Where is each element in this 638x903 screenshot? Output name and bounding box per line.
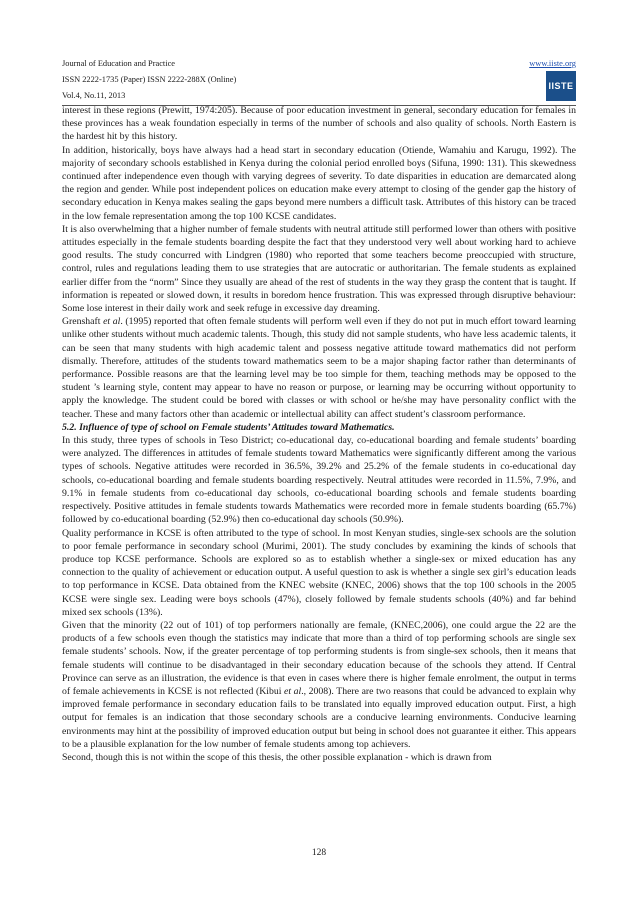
- paragraph-minority-performers: [62, 619, 576, 751]
- paragraph-grenshaft: [62, 315, 576, 421]
- text-run: Given that the minority (22 out of 101) of top performers nationally are female, (KNEC,2006), one could argue the 22 are the products of a few schools even though the statistics may indicate that more than a third of top performing schools are single sex female students’ schools. Now, if the greater percentage of top performing students is from single-sex schools, then it means that female students will continue to be disadvantaged in their secondary education because of the schools they attend. If Central Province can serve as an illustration, the evidence is that even in cases where there is higher female enrolment, the output in terms of female achievements in KCSE is not reflected (Kibui: [62, 619, 576, 697]
- paragraph-quality-performance: Quality performance in KCSE is often attributed to the type of school. In most Kenyan studies, single-sex schools are the solution to poor female performance in secondary school (Murimi, 2001). The study concludes by examining the kinds of schools that produce top KCSE performance. Schools are explored so as to establish whether a single-sex or mixed education has any connection to the quality of achievement or education output. A useful question to ask is whether a single sex girl’s education leads to top performance in KCSE. Data obtained from the KNEC website (KNEC, 2006) shows that the top 100 schools in the 2005 KCSE were single sex. Leading were boys schools (47%), closely followed by female students schools (40%) and far behind mixed sex schools (13%).: [62, 527, 576, 618]
- journal-title: Journal of Education and Practice: [62, 59, 176, 68]
- page-body: [62, 104, 576, 764]
- text-run: Grenshaft: [62, 316, 104, 328]
- paragraph-regional-history: interest in these regions (Prewitt, 1974:205). Because of poor education investment in general, secondary education for females in these provinces has a weak foundation especially in terms of the number of schools and also quality of schools. North Eastern is the hardest hit by this history.: [62, 105, 576, 143]
- logo-text: IISTE: [548, 81, 574, 91]
- citation-etal: et al: [103, 316, 121, 328]
- paragraph-historical-head-start: In addition, historically, boys have always had a head start in secondary education (Otiende, Wamahiu and Karugu, 1992). The majority of secondary schools established in Kenya during the colonial period enrolled boys (Sifuna, 1990: 131). This skewedness continued after independence even though with varying degrees of severity. To date disparities in education are demarcated along the region and gender. While post independent polices on education make every attempt to closing of the gender gap the history of secondary education in Kenya makes sealing the gaps beyond mere numbers a difficult task. Attributes of this history can be traced in the low female representation among the top 100 KCSE candidates.: [62, 144, 576, 222]
- issn-line: ISSN 2222-1735 (Paper) ISSN 2222-288X (Online): [62, 75, 237, 84]
- volume-line: Vol.4, No.11, 2013: [62, 91, 126, 100]
- text-run: . (1995) reported that often female students will perform well even if they do not put in much effort toward learning unlike other students without much academic talents. Though, this study did not sample students, who have less academic talents, it can be seen that many students with high academic talent and possess negative attitude toward mathematics did not perform dismally. Therefore, attitudes of the students toward mathematics seem to be a major shaping factor rather than determinants of performance. Possible reasons are that the learning level may be too simple for them, teaching methods may be opposed to the student ’s learning style, content may appear to have no reason or purpose, or learning may be occurring without opportunity to apply the knowledge. The student could be bored with classes or with school or he/she may have personality conflict with the teacher. These and many factors other than academic or intellectual ability can affect student’s classroom performance.: [62, 316, 576, 420]
- paragraph-second-explanation: Second, though this is not within the scope of this thesis, the other possible explanation - which is drawn from: [62, 751, 492, 763]
- page-number: 128: [311, 848, 327, 858]
- paragraph-school-types: In this study, three types of schools in Teso District; co-educational day, co-educational boarding and female students’ boarding were analyzed. The differences in attitudes of female students toward Mathematics were significantly different among the various types of schools. Negative attitudes were recorded in 36.5%, 39.2% and 25.2% of the female students in co-educational day schools, co-educational boarding and female students boarding respectively. Neutral attitudes were recorded in 11.5%, 7.9%, and 9.1% in female students from co-educational day schools, co-educational boarding schools and female students boarding respectively. Positive attitudes in female students towards Mathematics were recorded more in female students boarding (65.7%) followed by co-educational boarding (52.9%) then co-educational day schools (50.9%).: [62, 435, 576, 526]
- text-run: ., 2008). There are two reasons that could be advanced to explain why improved female performance in secondary education fails to be translated into equally improved education output. First, a high output for females is an indication that those secondary schools are a conducive learning environments. Conducive learning environments may hint at the possibility of improved education output but being in school does not guarantee it either. This appears to be a plausible explanation for the low number of female students among top achievers.: [62, 685, 576, 750]
- section-heading-5-2: 5.2. Influence of type of school on Female students’ Attitudes toward Mathematics.: [62, 421, 395, 433]
- iiste-logo: [546, 71, 576, 101]
- journal-url-link[interactable]: www.iiste.org: [529, 59, 576, 68]
- paragraph-neutral-attitudes: It is also overwhelming that a higher number of female students with neutral attitude still performed lower than others with positive attitudes especially in the female students boarding despite the fact that they understood very well about working hard to achieve good results. The study concurred with Lindgren (1980) who reported that some teachers become preoccupied with structure, control, rules and regulations leading them to use strategies that are autocratic or authoritarian. The female students as explained earlier differ from the “norm” Since they usually are ahead of the rest of students in the way they grasp the content that is taught. If information is repeated or slowed down, it results in boredom hence frustration. This was expressed through disruptive behaviour: Some lose interest in their daily work and seek refuge in excessive day dreaming.: [62, 223, 576, 315]
- citation-etal: et al: [284, 685, 302, 697]
- page-header: [62, 56, 576, 104]
